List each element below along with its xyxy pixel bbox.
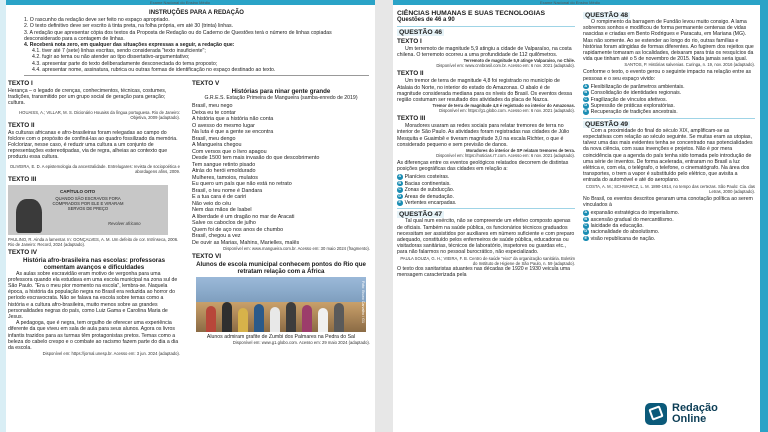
option-letter: D [398, 193, 402, 198]
question-number: QUESTÃO 46 [399, 29, 443, 36]
text-label: TEXTO III [397, 115, 426, 123]
text-label: TEXTO II [8, 121, 35, 129]
instructions-title: INSTRUÇÕES PARA A REDAÇÃO [149, 10, 244, 16]
option-letter: C [584, 96, 588, 101]
option-letter: B [584, 216, 588, 221]
option-letter: E [584, 235, 588, 240]
text-body: A pedagoga, que é negra, tem orgulho de oferecer uma experiência diferente da que viveu em sala de aula para seus alunos. Agora os livros infantis trazidos para as turmas têm protagonistas pretos. Temas como a beleza do cabelo crespo e o combate ao racismo fazem parte do dia a dia da escola. [8, 320, 179, 352]
answer-option[interactable] [397, 200, 575, 206]
section-title: CIÊNCIAS HUMANAS E SUAS TECNOLOGIAS [397, 10, 546, 17]
left-column [8, 78, 180, 356]
cartoon-tag: Revolver africano [108, 220, 141, 226]
poem-line: Eu quero um país que não está no retrato [192, 181, 292, 188]
poem-line: Salve os caboclos de julho [192, 220, 256, 227]
text-label: TEXTO I [8, 80, 33, 87]
text-source: PAULA SOUZA, G. H.; VIEIRA, F. B. Centro de saúde "eixo" da organização sanitária. Boletim do Instituto de Higiene de São Paulo, n. 59 (adaptado). [400, 255, 575, 266]
text-source: Disponível em: https://noticias.r7.com. Acesso em: 6 nov. 2021 (adaptado). [436, 153, 575, 159]
poem-line: Nem das mãos de Isabel [192, 207, 252, 214]
left-header-note: Exame Nacional do Ensino Médio [150, 0, 211, 5]
instruction-item: 4.4. apresentar nome, assinatura, rubrica ou outras formas de identificação no espaço destinado ao texto. [32, 66, 276, 73]
cartoon-illustration [8, 185, 168, 235]
right-page [393, 6, 760, 432]
poem-line: Desde 1500 tem mais invasão do que descobrimento [192, 155, 320, 162]
article-title: Alunos de escola municipal conhecem pontos do Rio que retratam relação com a África [196, 261, 366, 276]
text-source: Disponível em: www.cnnbrasil.com.br. Acesso em: 6 nov. 2021 (adaptado). [436, 63, 575, 69]
question-header [583, 10, 755, 19]
question-header [583, 118, 755, 128]
section-subtitle: Questões de 46 a 90 [397, 17, 455, 23]
text-body: As culturas africanas e afro-brasileiras foram relegadas ao campo do folclore com o propósito de confiná-las ao quadro fossilizado da memória. Folclorizar, nesse caso, é reduzir uma cultura a um conjunto de representações estereotipadas, via de regra, alheias ao contexto que produziu essa cultura. [8, 129, 178, 161]
instruction-item: 1. O rascunho da redação deve ser feito no espaço apropriado. [24, 17, 170, 24]
question-stem: Conforme o texto, o evento gerou o seguinte impacto na relação entre as pessoas e o seu espaço vivido: [583, 69, 752, 82]
person-figure [254, 304, 264, 332]
instruction-item: 4. Receberá nota zero, em qualquer das situações expressas a seguir, a redação que: [24, 42, 235, 49]
answer-option[interactable] [583, 236, 755, 242]
source-title: Tremor de terra de magnitude 4,8 é registrado no interior do Amazonas. [432, 103, 575, 109]
person-figure [238, 308, 248, 332]
students-photo [196, 277, 366, 332]
text-body: Tal qual num exército, não se compreende um efetivo composto apenas de oficiais. Também na saúde pública, os funcionários técnicos graduados necessitam ser assistidos por auxiliares em número suficiente e com preparo adequado, constituído pelos enfermeiros de saúde pública, educadoras ou visitadoras sanitárias, técnicos de laboratório, inspetores ou guardas etc., para não falarmos no pessoal burocrático, não especializado. [397, 218, 575, 256]
text-body: As aulas sobre escravidão eram motivo de vergonha para uma professora quando ela estudava em uma escola municipal na zona sul de São Paulo. "Era o meu pior momento na escola", lembra-se. Naquela época, a história da população negra no Brasil era reduzida ao horror do período escravocrata. Não se falava na escola sobre temas como a história e a cultura afro-brasileira, muito menos sobre as grandes personalidades negras do país, como Luiz Gama e Carolina Maria de Jesus. [8, 270, 178, 321]
article-title: História afro-brasileira nas escolas: professoras comentam avanços e dificuldades [22, 256, 166, 271]
divider [24, 75, 369, 76]
option-text: ascensão gradual do mercantilismo. [590, 216, 674, 223]
option-text: expansão estratégica do imperialismo. [590, 210, 680, 217]
option-letter: A [398, 174, 402, 179]
person-figure [318, 308, 328, 332]
option-letter: B [584, 90, 588, 95]
poem-line: Brasil, meu nego [192, 103, 233, 110]
text-source: OLIVEIRA, E. D. A epistemologia da ancestralidade. Entrelugares: revista de sociopoética e abordagens afins, 2009. [9, 163, 180, 174]
poem-subtitle: G.R.E.S. Estação Primeira de Mangueira (samba-enredo de 2019) [204, 95, 358, 101]
person-figure [302, 305, 312, 332]
option-text: Flexibilização de parâmetros ambientais. [590, 83, 685, 90]
option-letter: C [584, 222, 588, 227]
poem-title: Histórias para ninar gente grande [231, 88, 331, 95]
logo-wordmark [672, 403, 718, 425]
option-letter: C [398, 187, 402, 192]
poem-column [192, 78, 370, 345]
text-body: Um tremor de terra de magnitude 4,8 foi registrado no município de Atalaia do Norte, no interior do estado do Amazonas. O abalo é de magnitude considerada mediana para os níveis do Brasil. Os eventos dessa região costumam ser resultado dos atividades da placa de Nazca. [397, 78, 573, 104]
option-text: visão republicana de nação. [590, 235, 656, 242]
option-letter: D [584, 103, 588, 108]
poem-line: De ouvir as Marias, Mahins, Marielles, malês [192, 239, 300, 246]
instruction-item: 2. O texto definitivo deve ser escrito à tinta preta, na folha própria, em até 30 (trinta) linhas. [24, 23, 234, 30]
option-letter: A [584, 83, 588, 88]
person-figure [206, 306, 216, 332]
question-number: QUESTÃO 49 [585, 120, 629, 128]
option-text: Zonas de subducção. [404, 187, 455, 194]
option-text: Supressão de práticas exploratórias. [590, 103, 675, 110]
question-stem: O texto dos sanitaristas atuantes nas décadas de 1920 e 1930 veicula uma mensagem caracterizada pela [397, 265, 571, 278]
poem-line: Tem sangue retinto pisado [192, 161, 256, 168]
poem-line: Quem foi de aço nos anos de chumbo [192, 226, 284, 233]
text-label: TEXTO VI [192, 253, 222, 261]
instructions-box [24, 10, 369, 78]
text-body: Herança – o legado de crenças, conhecimentos, técnicas, costumes, tradições, transmitido por um grupo social de geração para geração; cultura. [8, 88, 167, 107]
person-figure [334, 303, 344, 332]
left-page [6, 6, 375, 432]
instruction-item: 4.3. apresentar parte do texto deliberadamente desconectada do tema proposto; [32, 60, 218, 67]
option-text: Planícies costeiras. [404, 174, 450, 181]
photo-caption: Alunos admiram grafite de Zumbi dos Palmares na Pedra do Sal [206, 334, 356, 341]
question-header [397, 208, 575, 218]
poem-line: A Mangueira chegou [192, 142, 242, 149]
poem-line: Brasil, meu dengo [192, 135, 236, 142]
cartoon-title: CAPÍTULO OITO [60, 188, 96, 194]
text-source: HOUAISS, A.; VILLAR, M. S. Dicionário Houaiss da língua portuguesa. Rio de Janeiro: Objetiva, 2009 (adaptado). [19, 109, 180, 120]
questions-column-right [583, 10, 755, 242]
redacao-online-logo [645, 398, 753, 430]
text-source: PAULINO, R. Ainda a lamentar. In: GONÇALVES, A. M. Um defeito de cor. Intrínseca, 2006. Rio de Janeiro: Record, 2024 (adaptado). [8, 236, 179, 247]
poem-line: Deixa eu te contar [192, 109, 236, 116]
option-text: Bacias continentais. [404, 180, 451, 187]
logo-line-2: Online [672, 413, 707, 425]
text-body: Com a proximidade do final do século XIX, amplificam-se as expectativas com relação ao século seguinte. Se muitas eram as utopias, talvez uma das mais evidentes tenha se concentrado nas potencialidades da nova ciência, com suas invenções e projetos. Não é por mera coincidência que a agenda do país tenha sido tomada pelo introdução de uma série de inventos. De forma acelerada, entraram no Brasil a luz elétrica e, com ela, o telégrafo, o telefone, o cinematógrafo. Na área dos transportes, o trem a vapor é substituído pelo elétrico, que avisita a entrada do automóvel e até do aeroplano. [583, 127, 753, 184]
text-body: Um terremoto de magnitude 5,9 atingiu a cidade de Valparaíso, na costa chilena. O terremoto ocorreu a uma profundidade de 112 quilômetros. [397, 46, 572, 59]
text-body: O rompimento da barragem de Fundão levou muito consigo. A lama sobremos sonhos e modificou de forma permanente centenas de vidas nascidas e criadas em Bento Rodrigues e Paracatu, em Mariana (MG). Mas não somente. Ao se estender ao longo do rio, outras famílias e histórias foram atingidas de formas diferentes. Ao fugirem dos rejeitos que rapidamente tomaram as localidades, deixaram para trás os resquícios da vida que tinham até o 5 de novembro de 2015. Nada jamais seria igual. [583, 19, 754, 63]
poem-line: Com versos que o livro apagou [192, 148, 267, 155]
answer-option[interactable] [583, 109, 755, 115]
person-figure [286, 302, 296, 332]
option-text: Áreas de denudação. [404, 193, 454, 200]
text-label: TEXTO V [192, 80, 220, 87]
text-source: Disponível em: https://jornal.unesp.br. Acesso em: 3 jun. 2024 (adaptado). [42, 351, 180, 357]
option-text: Consolidação de identidades regionais. [590, 90, 682, 97]
right-page-edge [760, 0, 768, 432]
text-label: TEXTO IV [8, 248, 38, 256]
text-body: Moradores usaram as redes sociais para relatar tremores de terra no interior de São Paulo. As atividades foram registradas nas cidades de Júlio Mesquita e Guaimbê e tiveram magnitude 3,0 na escala Richter, o que é considerado pequeno e sem previsão de danos. [397, 123, 570, 148]
text-source: Disponível em: https://g1.globo.com. Acesso em: 6 nov. 2021 (adaptado). [439, 108, 575, 114]
pen-logo-icon [645, 403, 667, 425]
instruction-item: 4.1. tiver até 7 (sete) linhas escritas, sendo considerada "texto insuficiente"; [32, 48, 206, 55]
text-label: TEXTO I [397, 38, 422, 45]
poem-line: Atrás do herói emoldurado [192, 168, 256, 175]
instruction-item: 4.2. fugir ao tema ou não atender ao tipo dissertativo-argumentativo; [32, 54, 190, 61]
right-header-note: Exame Nacional do Ensino Médio [540, 0, 601, 5]
text-source: Disponível em: www.mangueira.com.br. Acesso em: 30 maio 2024 (fragmento). [223, 246, 370, 252]
poem-line: Brasil, chegou a vez [192, 233, 241, 240]
text-source: Disponível em: www.g1.globo.com. Acesso em: 29 maio 2024 (adaptado). [232, 340, 370, 346]
option-text: Recuperação de tradições ancestrais. [590, 109, 678, 116]
option-letter: B [398, 180, 402, 185]
page-gutter [375, 0, 393, 432]
question-header [397, 26, 575, 36]
question-stem: No Brasil, os eventos descritos geraram uma conotação política ao serem vinculados à [583, 195, 753, 208]
text-label: TEXTO III [8, 175, 37, 183]
poem-line: Mulheres, tamoios, mulatos [192, 174, 258, 181]
option-text: laicidade da educação. [590, 222, 644, 229]
poem-line: A liberdade é um dragão no mar de Aracati [192, 213, 295, 220]
person-figure [222, 302, 232, 332]
poem-line: O avesso do mesmo lugar [192, 122, 255, 129]
logo-line-1: Redação [672, 402, 718, 414]
source-title: Moradores do interior de SP relatam tremores de terra. [466, 148, 575, 154]
question-number: QUESTÃO 47 [399, 211, 443, 219]
option-text: Vertentes encarpadas. [404, 200, 457, 207]
poem-line: Na luta é que a gente se encontra [192, 129, 274, 136]
text-label: TEXTO II [397, 70, 424, 78]
option-letter: D [584, 229, 588, 234]
instruction-item: 3. A redação que apresentar cópia dos textos da Proposta de Redação ou do Caderno de Questões terá o número de linhas copiadas desconsiderado para a contagem de linhas. [24, 29, 332, 42]
poem-line: E a tua cara é de cariri [192, 194, 247, 201]
option-letter: A [584, 210, 588, 215]
person-figure [270, 307, 280, 332]
option-text: racionalidade do absolutismo. [590, 229, 660, 236]
photo-credit: Foto: Bruno Carvalho / G1 [361, 281, 365, 324]
question-stem: As diferenças entre os eventos geológicos relatados decorrem de distintas posições geográficas das cidades em relação a: [397, 160, 569, 173]
text-source: SANTOS, P. Histórias salvenias. Curinga, n. 19, nov. 2016 (adaptado). [624, 62, 755, 68]
question-number: QUESTÃO 48 [585, 12, 629, 19]
option-letter: E [398, 200, 402, 205]
option-letter: E [584, 109, 588, 114]
option-text: Fragilização de vínculos afetivos. [590, 96, 668, 103]
questions-column-left [397, 10, 575, 278]
poem-line: Não veio do céu [192, 200, 231, 207]
source-title: Terremoto de magnitude 5,9 atinge Valparaíso, no Chile. [463, 58, 575, 64]
text-source: COSTA, A. M.; SCHWARCZ, L. M. 1890-1914, no tempo das certezas. São Paulo: Cia. das Letras, 2000 (adaptado). [585, 183, 755, 194]
poem-line: Brasil, o teu nome é Dandara [192, 187, 263, 194]
cartoon-text: QUANDO SÃO ESCRAVOS FORA COMPRADOS POR ELE E VIRARAM SERVOS DE PREÇO [52, 195, 124, 211]
poem-line: A história que a história não conta [192, 116, 274, 123]
figure-silhouette [16, 199, 42, 233]
